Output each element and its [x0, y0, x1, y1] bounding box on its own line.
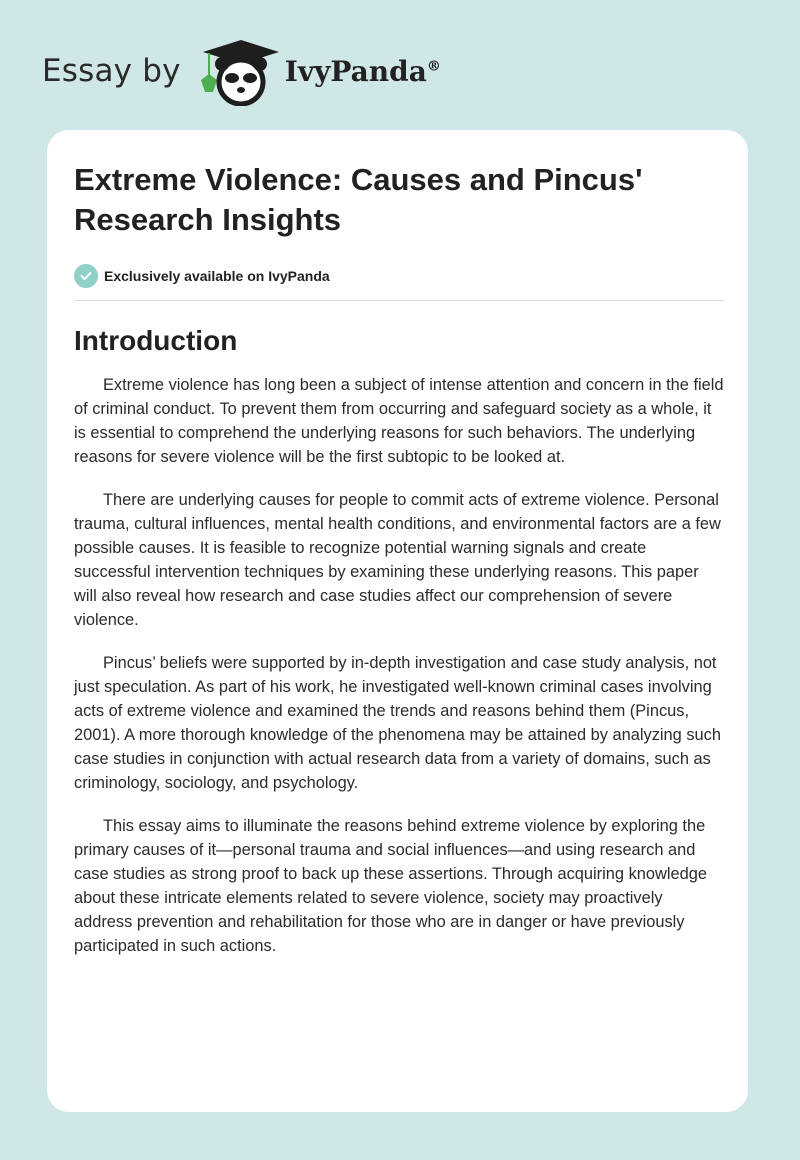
paragraph: There are underlying causes for people to commit acts of extreme violence. Personal trauma, cultural influences, mental health conditions, and environmental factors are a few possible causes. It is feasible to recognize potential warning signals and create successful intervention techniques by examining these underlying reasons. This paper will also reveal how research and case studies affect our comprehension of severe violence.: [74, 491, 721, 629]
essay-title: Extreme Violence: Causes and Pincus' Research Insights: [74, 162, 643, 237]
section-heading: Introduction: [74, 325, 238, 356]
essay-by-label: Essay by: [42, 53, 181, 89]
exclusive-label: Exclusively available on IvyPanda: [104, 268, 330, 284]
paragraph: This essay aims to illuminate the reasons behind extreme violence by exploring the primary causes of it—personal trauma and social influences—and using research and case studies as strong proof to back up these assertions. Through acquiring knowledge about these intricate elements related to severe violence, society may proactively address prevention and rehabilitation for those who are in danger or have previously participated in such actions.: [74, 817, 707, 955]
ivypanda-logo-icon[interactable]: [195, 36, 281, 106]
check-icon: [74, 264, 98, 288]
essay-card: [47, 130, 748, 1112]
brand-text: IvyPanda: [284, 54, 427, 88]
site-header: [42, 36, 441, 106]
essay-content: [74, 160, 724, 977]
paragraph: Pincus’ beliefs were supported by in-depth investigation and case study analysis, not just speculation. As part of his work, he investigated well-known criminal cases involving acts of extreme violence and examined the trends and reasons behind them (Pincus, 2001). A more thorough knowledge of the phenomena may be attained by analyzing such case studies in conjunction with actual research data from a variety of domains, such as criminology, sociology, and psychology.: [74, 654, 721, 792]
exclusive-badge: [74, 264, 724, 288]
brand-name[interactable]: [285, 55, 441, 88]
registered-mark: ®: [426, 58, 441, 75]
divider: [74, 300, 724, 301]
paragraph: Extreme violence has long been a subject of intense attention and concern in the field of criminal conduct. To prevent them from occurring and safeguard society as a whole, it is essential to comprehend the underlying reasons for such behaviors. The underlying reasons for severe violence will be the first subtopic to be looked at.: [74, 376, 724, 466]
